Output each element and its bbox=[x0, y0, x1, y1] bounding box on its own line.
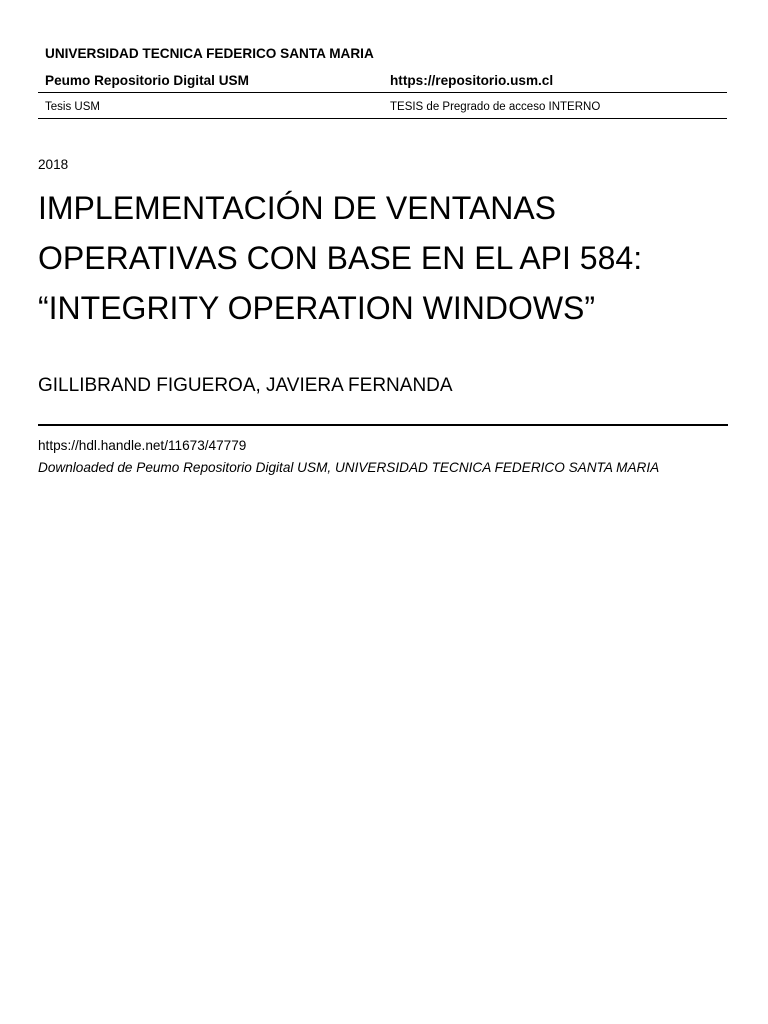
collection-row bbox=[38, 96, 727, 119]
handle-link[interactable]: https://hdl.handle.net/11673/47779 bbox=[38, 438, 247, 453]
divider bbox=[38, 424, 728, 426]
university-name: UNIVERSIDAD TECNICA FEDERICO SANTA MARIA bbox=[45, 46, 374, 61]
access-type: TESIS de Pregrado de acceso INTERNO bbox=[390, 101, 601, 113]
repository-url-link[interactable]: https://repositorio.usm.cl bbox=[390, 73, 554, 88]
repository-name: Peumo Repositorio Digital USM bbox=[45, 73, 249, 88]
document-title: IMPLEMENTACIÓN DE VENTANAS OPERATIVAS CON BASE EN EL API 584: “INTEGRITY OPERATION WINDOWS” bbox=[38, 190, 643, 326]
repository-row bbox=[38, 70, 727, 93]
publication-year: 2018 bbox=[38, 157, 69, 172]
document-author: GILLIBRAND FIGUEROA, JAVIERA FERNANDA bbox=[38, 375, 453, 396]
download-note: Downloaded de Peumo Repositorio Digital USM, UNIVERSIDAD TECNICA FEDERICO SANTA MARIA bbox=[38, 460, 660, 475]
collection-name: Tesis USM bbox=[45, 101, 100, 113]
